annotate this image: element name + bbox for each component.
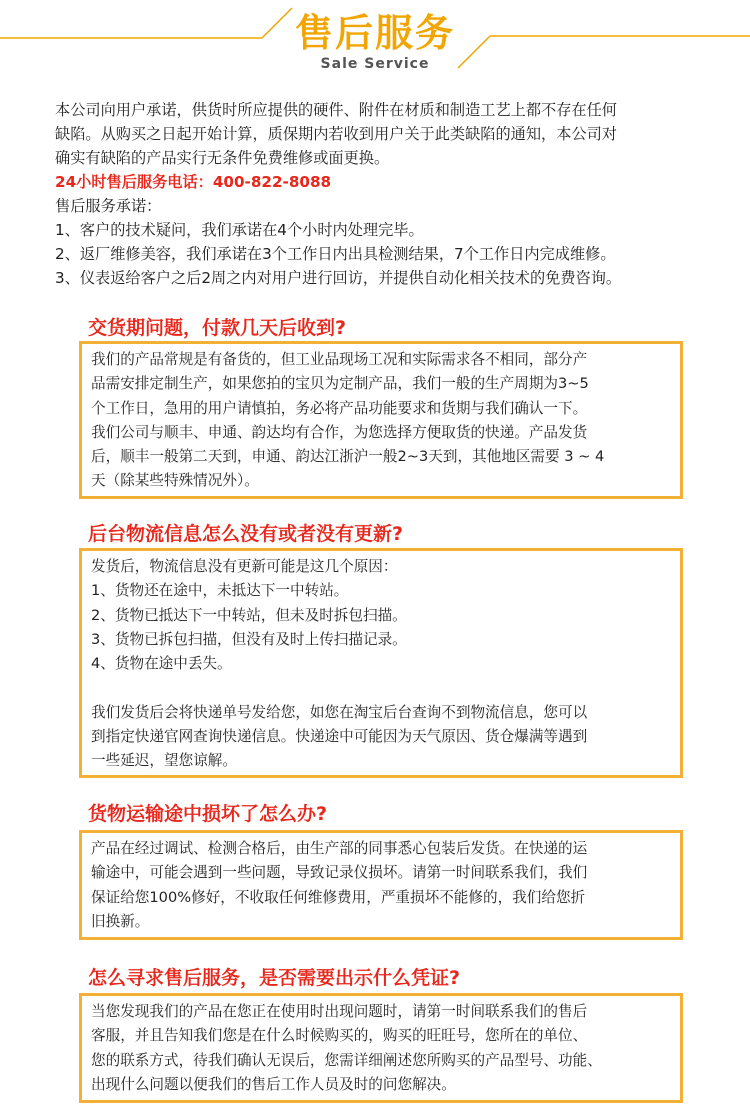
faq-line: 我们的产品常规是有备货的，但工业品现场工况和实际需求各不相同，部分产 bbox=[91, 351, 588, 368]
faq-line: 输途中，可能会遇到一些问题，导致记录仪损坏。请第一时间联系我们，我们 bbox=[91, 864, 588, 882]
faq-line: 客服，并且告知我们您是在什么时候购买的，购买的旺旺号，您所在的单位、 bbox=[91, 1027, 588, 1045]
faq-answer-service bbox=[79, 993, 683, 1103]
faq-line: 后，顺丰一般第二天到，申通、韵达江浙沪一般2~3天到，其他地区需要 3 ~ 4 bbox=[91, 448, 605, 466]
intro-line: 缺陷。从购买之日起开始计算，质保期内若收到用户关于此类缺陷的通知，本公司对 bbox=[55, 125, 617, 143]
page-header bbox=[0, 0, 750, 80]
promise-item: 3、仪表返给客户之后2周之内对用户进行回访，并提供自动化相关技术的免费咨询。 bbox=[55, 269, 622, 287]
faq-question-logistics: 后台物流信息怎么没有或者没有更新? bbox=[88, 523, 404, 545]
faq-answer-logistics bbox=[79, 548, 683, 778]
faq-question-delivery: 交货期问题，付款几天后收到? bbox=[88, 317, 347, 339]
faq-line: 品需安排定制生产，如果您拍的宝贝为定制产品，我们一般的生产周期为3~5 bbox=[91, 375, 589, 393]
faq-line: 旧换新。 bbox=[91, 912, 150, 930]
faq-line: 发货后，物流信息没有更新可能是这几个原因： bbox=[91, 558, 398, 575]
faq-line: 2、货物已抵达下一中转站，但未及时拆包扫描。 bbox=[91, 606, 407, 624]
intro-section bbox=[55, 98, 715, 290]
intro-line: 本公司向用户承诺，供货时所应提供的硬件、附件在材质和制造工艺上都不存在任何 bbox=[55, 101, 617, 119]
faq-line: 个工作日，急用的用户请慎拍，务必将产品功能要求和货期与我们确认一下。 bbox=[91, 399, 588, 417]
faq-line: 您的联系方式，待我们确认无误后，您需详细阐述您所购买的产品型号、功能、 bbox=[91, 1051, 602, 1069]
page-subtitle: Sale Service bbox=[320, 56, 430, 72]
faq-answer-delivery bbox=[79, 341, 683, 499]
faq-line: 产品在经过调试、检测合格后，由生产部的同事悉心包装后发货。在快递的运 bbox=[91, 840, 588, 857]
faq-answer-damage bbox=[79, 830, 683, 940]
faq-line: 当您发现我们的产品在您正在使用时出现问题时，请第一时间联系我们的售后 bbox=[91, 1003, 588, 1020]
faq-line: 1、货物还在途中，未抵达下一中转站。 bbox=[91, 582, 349, 600]
faq-line: 出现什么问题以便我们的售后工作人员及时的问您解决。 bbox=[91, 1075, 456, 1093]
promise-item: 1、客户的技术疑问，我们承诺在4个小时内处理完毕。 bbox=[55, 221, 424, 239]
faq-line: 4、货物在途中丢失。 bbox=[91, 655, 232, 673]
page-title: 售后服务 bbox=[294, 11, 455, 55]
faq-question-service: 怎么寻求售后服务，是否需要出示什么凭证? bbox=[88, 967, 461, 989]
hotline-text: 24小时售后服务电话：400-822-8088 bbox=[55, 173, 332, 191]
promise-title: 售后服务承诺： bbox=[55, 197, 162, 215]
faq-line: 保证给您100%修好，不收取任何维修费用，严重损坏不能修的，我们给您折 bbox=[91, 888, 586, 906]
faq-line: 我们公司与顺丰、申通、韵达均有合作，为您选择方便取货的快递。产品发货 bbox=[91, 423, 588, 441]
faq-line: 到指定快递官网查询快递信息。快递途中可能因为天气原因、货仓爆满等遇到 bbox=[91, 728, 588, 746]
faq-line: 3、货物已拆包扫描，但没有及时上传扫描记录。 bbox=[91, 630, 407, 648]
faq-question-damage: 货物运输途中损坏了怎么办? bbox=[88, 803, 328, 825]
faq-line: 我们发货后会将快递单号发给您，如您在淘宝后台查询不到物流信息，您可以 bbox=[91, 703, 588, 721]
faq-line: 一些延迟，望您谅解。 bbox=[91, 752, 237, 770]
intro-line: 确实有缺陷的产品实行无条件免费维修或面更换。 bbox=[55, 149, 390, 167]
faq-line: 天（除某些特殊情况外）。 bbox=[91, 472, 259, 490]
promise-item: 2、返厂维修美容，我们承诺在3个工作日内出具检测结果，7个工作日内完成维修。 bbox=[55, 245, 616, 263]
faq-line bbox=[91, 676, 672, 700]
